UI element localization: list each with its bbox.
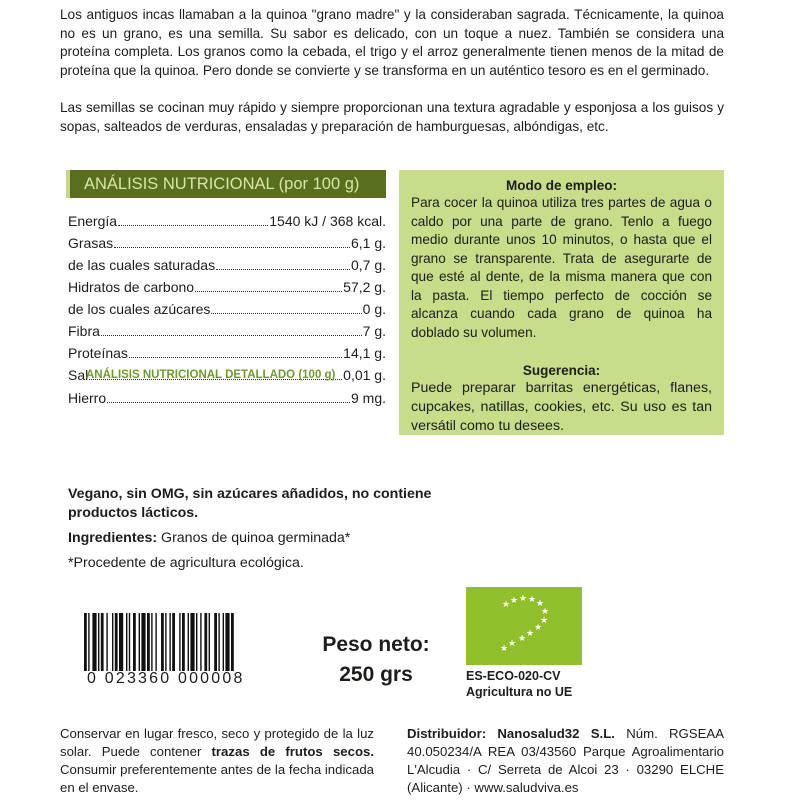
barcode-bar (147, 613, 150, 671)
nutrient-label: Grasas (68, 235, 114, 251)
nutrition-row (68, 232, 386, 254)
barcode-number: 0 023360 000008 (87, 670, 245, 687)
nutrition-row (68, 254, 386, 276)
eu-organic-logo (466, 587, 582, 665)
star-icon: ★ (539, 616, 549, 626)
nutrition-row (68, 298, 386, 320)
star-icon: ★ (535, 599, 545, 609)
nutrient-value: 57,2 g. (343, 279, 386, 295)
suggestion-title: Sugerencia: (522, 363, 601, 378)
barcode-bar (88, 613, 89, 671)
star-icon: ★ (518, 594, 528, 604)
leader-dots (118, 210, 268, 226)
barcode-bar (204, 613, 207, 671)
barcode-bar (112, 613, 113, 671)
nutrition-row (68, 276, 386, 298)
nutrient-value: 7 g. (362, 323, 386, 339)
barcode-bar (165, 613, 166, 671)
eco-certification-code: ES-ECO-020-CV (466, 669, 561, 683)
barcode-bar (115, 613, 118, 671)
barcode-bar (200, 613, 201, 671)
nutrition-row (68, 342, 386, 364)
nutrient-label: Hidratos de carbono (68, 279, 195, 295)
nutrition-row (68, 210, 386, 232)
barcode-bar (209, 613, 210, 671)
star-icon: ★ (499, 644, 509, 654)
leader-dots (114, 232, 350, 248)
intro-paragraph-2: Las semillas se cocinan muy rápido y siempre proporcionan una textura agradable y esponjosa a los guisos y sopas, salteados de verduras, ensaladas y preparación de hamburguesas, albóndigas, etc. (60, 100, 724, 134)
barcode-bar (84, 613, 87, 671)
leader-dots (107, 387, 350, 403)
nutrition-header-label: ANÁLISIS NUTRICIONAL (por 100 g) (84, 175, 360, 193)
barcode-bar (141, 613, 145, 671)
allergen-warning: trazas de frutos secos. (211, 744, 375, 759)
ingredients-value: Granos de quinoa germinada* (157, 530, 351, 546)
leader-dots (216, 254, 350, 270)
barcode-bar (231, 613, 234, 671)
usage-title: Modo de empleo: (506, 178, 617, 193)
star-icon: ★ (527, 595, 537, 605)
barcode-bar (155, 613, 156, 671)
barcode-bar (133, 613, 136, 671)
barcode-bar (172, 613, 175, 671)
distributor-text: Núm. RGSEAA 40.050234/A REA 03/43560 Parque Agroalimentario L'Alcudia · C/ Serreta de Alcoi 23 · 03290 ELCHE (Alicante) · www.saludviva.es (407, 726, 724, 795)
nutrient-label: Energía (68, 213, 118, 229)
nutrient-label: Proteínas (68, 345, 128, 361)
barcode-bar (161, 613, 164, 671)
distributor-label: Distribuidor: Nanosalud32 S.L. (407, 726, 615, 741)
star-icon: ★ (517, 634, 527, 644)
barcode-bar (106, 613, 107, 671)
star-icon: ★ (525, 629, 535, 639)
leader-dots (211, 298, 361, 314)
barcode-bar (101, 613, 104, 671)
barcode-bar (126, 613, 127, 671)
distributor-info (407, 725, 724, 797)
nutrient-value: 0,7 g. (350, 257, 386, 273)
product-claims: Vegano, sin OMG, sin azúcares añadidos, no contiene productos lácticos. (68, 486, 432, 521)
net-weight-value: 250 grs (339, 663, 413, 686)
barcode-bar (119, 613, 123, 671)
nutrition-detailed-header: ANÁLISIS NUTRICIONAL DETALLADO (100 g) (86, 369, 336, 381)
star-icon: ★ (533, 623, 543, 633)
nutrition-row (68, 320, 386, 342)
barcode-bar (196, 613, 197, 671)
nutrient-label: Hierro (68, 390, 107, 406)
barcode-bar (188, 613, 189, 671)
nutrient-value: 9 mg. (350, 390, 386, 406)
nutrient-value: 6,1 g. (350, 235, 386, 251)
barcode-bar (190, 613, 194, 671)
nutrition-header (66, 170, 386, 198)
barcode-bar (92, 613, 96, 671)
barcode-bar (214, 613, 217, 671)
nutrient-value: 1540 kJ / 368 kcal. (269, 213, 386, 229)
ingredients-label: Ingredientes: (68, 530, 158, 546)
star-icon: ★ (507, 639, 517, 649)
nutrient-value: 0 g. (362, 301, 386, 317)
barcode-bar (98, 613, 99, 671)
intro-paragraph: Los antiguos incas llamaban a la quinoa "grano madre" y la consideraban sagrada. Técnicamente, la quinoa no es un grano, es una semilla. Su sabor es delicado, con un toque a nuez. También se considera una proteína completa. Los granos como la cebada, el trigo y el arroz generalmente tienen menos de la mitad de proteína que la quinoa. Pero donde se convierte y se transforma en un auténtico tesoro es en el germinado. (60, 7, 724, 78)
barcode-bar (218, 613, 219, 671)
barcode-bar (182, 613, 185, 671)
barcode-bar (169, 613, 170, 671)
leader-dots (129, 342, 342, 358)
star-icon: ★ (509, 596, 519, 606)
eu-leaf-stars-icon (466, 587, 582, 665)
ingredients-line (68, 529, 350, 548)
storage-text-1: Conservar en lugar fresco, seco y protegido de la luz solar. Puede contener (60, 726, 374, 759)
storage-instructions (60, 725, 374, 797)
nutrition-detailed-row (68, 387, 386, 409)
leader-dots (101, 320, 362, 336)
barcode-bar (139, 613, 140, 671)
barcode-bar (129, 613, 130, 671)
nutrient-label: Fibra (68, 323, 100, 339)
barcode-bar (225, 613, 229, 671)
nutrient-value: 0,01 g. (343, 367, 386, 383)
usage-text: Para cocer la quinoa utiliza tres partes de agua o caldo por una parte de grano. Tenlo a fuego medio durante unos 10 minutos, o hasta que el grano se transparente. Trata de asegurarte de que esté al dente, de la misma manera que con la pasta. El tiempo perfecto de cocción se alcanza cuando cada grano de quinoa ha doblado su volumen. (411, 195, 712, 340)
star-icon: ★ (540, 607, 550, 617)
nutrient-label: de los cuales azúcares (68, 301, 211, 317)
nutrient-label: Sal (68, 367, 89, 383)
eco-note: *Procedente de agricultura ecológica. (68, 555, 304, 571)
nutrient-label: de las cuales saturadas (68, 257, 216, 273)
nutrient-value: 14,1 g. (343, 345, 386, 361)
barcode (84, 613, 280, 671)
suggestion-text: Puede preparar barritas energéticas, flanes, cupcakes, natillas, cookies, etc. Su uso es tan versátil como tu desees. (411, 380, 712, 434)
leader-dots (195, 276, 342, 292)
star-icon: ★ (501, 600, 511, 610)
storage-text-2: Consumir preferentemente antes de la fecha indicada en el envase. (60, 762, 374, 795)
net-weight-label: Peso neto: (322, 633, 430, 656)
eco-origin: Agricultura no UE (466, 685, 573, 699)
barcode-bar (223, 613, 224, 671)
barcode-bar (151, 613, 152, 671)
usage-box (399, 170, 724, 435)
barcode-bar (179, 613, 180, 671)
